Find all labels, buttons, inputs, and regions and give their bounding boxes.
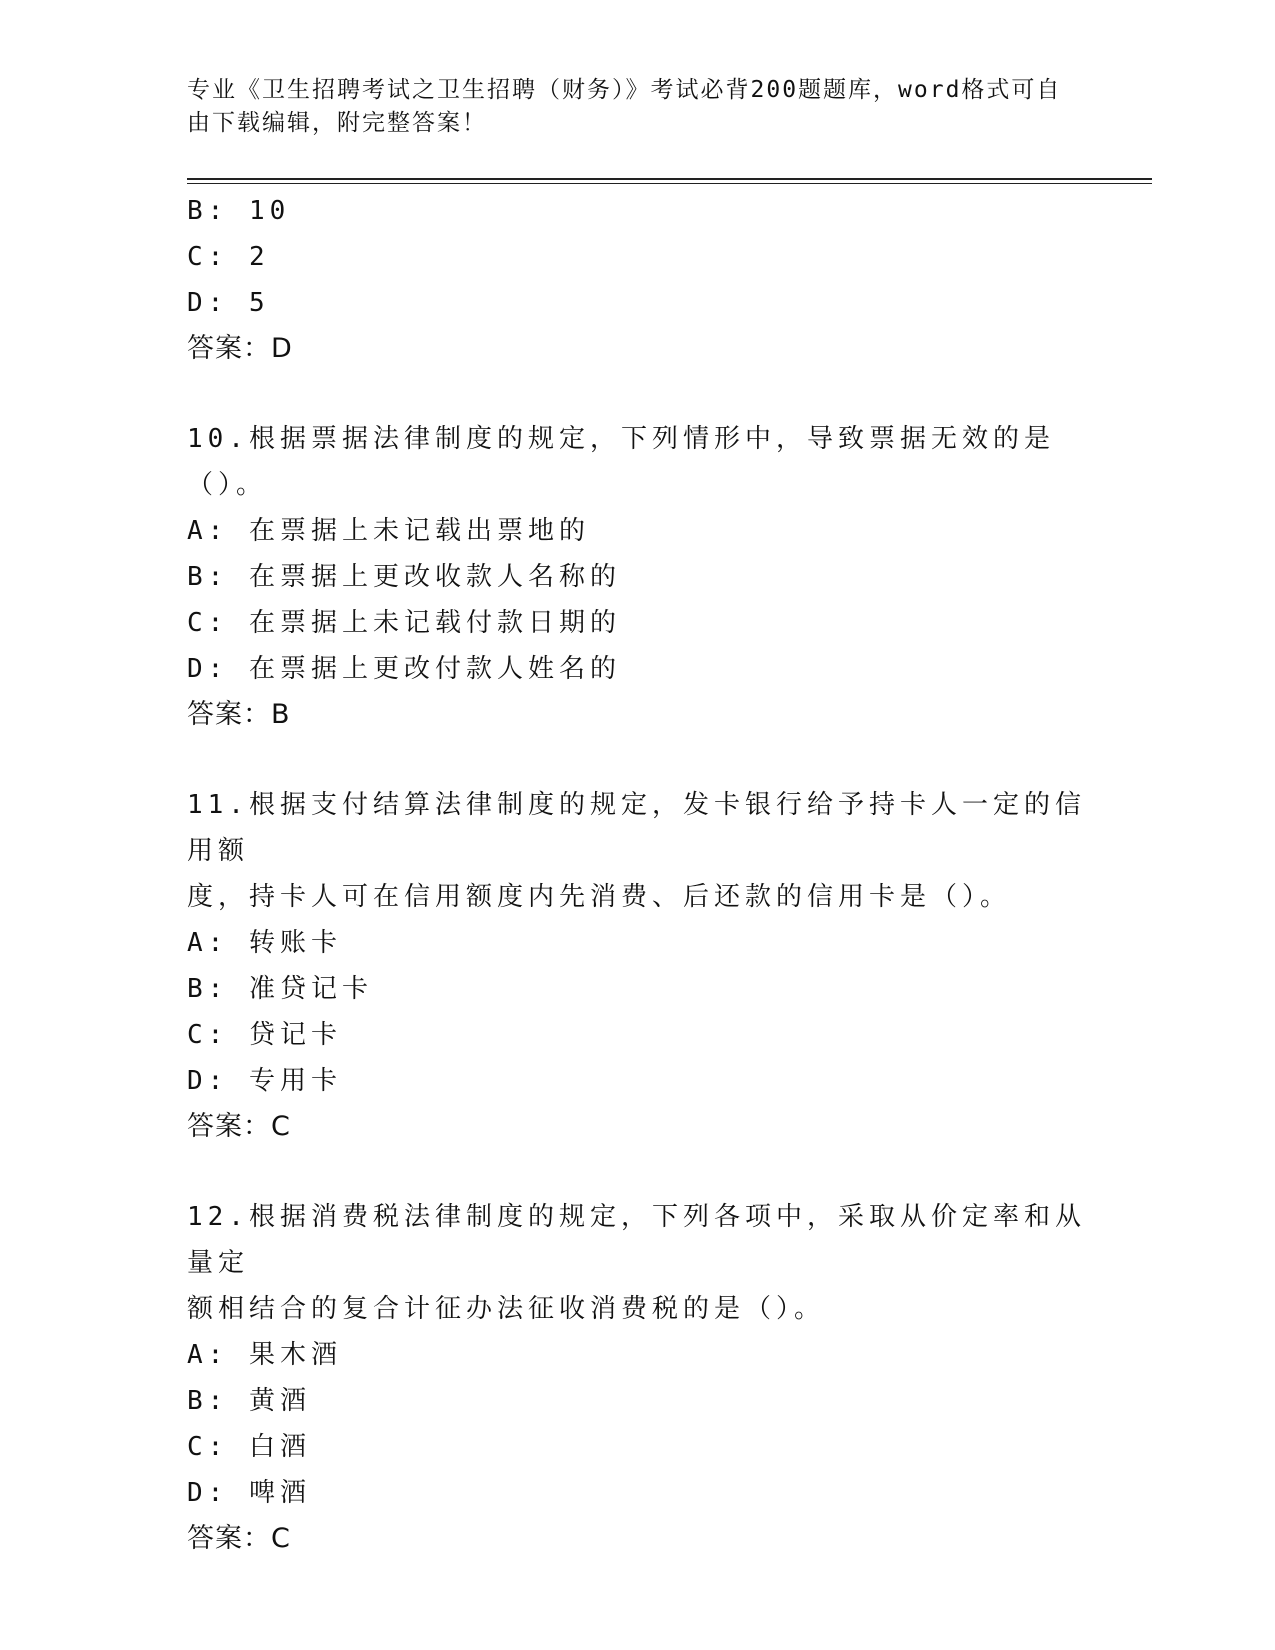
- option-c: C: 白酒: [187, 1432, 311, 1462]
- question-9-tail: [187, 188, 1087, 372]
- answer: 答案：B: [187, 699, 291, 730]
- option-c: C: 贷记卡: [187, 1020, 342, 1050]
- option-d: D: 在票据上更改付款人姓名的: [187, 654, 621, 684]
- spacer: [187, 1150, 1087, 1194]
- option-d: D: 啤酒: [187, 1478, 311, 1508]
- question-10: [187, 416, 1087, 738]
- option-a: A: 在票据上未记载出票地的: [187, 516, 590, 546]
- option-d: D: 5: [187, 288, 270, 318]
- option-b: B: 10: [187, 196, 291, 226]
- option-c: C: 在票据上未记载付款日期的: [187, 608, 621, 638]
- answer: 答案：D: [187, 333, 293, 364]
- header-divider-thick: [187, 178, 1152, 180]
- spacer: [187, 372, 1087, 416]
- question-stem: 10.根据票据法律制度的规定，下列情形中，导致票据无效的是（）。: [187, 424, 1055, 500]
- question-12: [187, 1194, 1087, 1562]
- question-stem-line-2: 额相结合的复合计征办法征收消费税的是（）。: [187, 1294, 826, 1324]
- option-d: D: 专用卡: [187, 1066, 342, 1096]
- header-divider-thin: [187, 183, 1152, 184]
- option-b: B: 准贷记卡: [187, 974, 373, 1004]
- question-stem-line-1: 11.根据支付结算法律制度的规定，发卡银行给予持卡人一定的信用额: [187, 790, 1086, 866]
- document-header: 专业《卫生招聘考试之卫生招聘（财务）》考试必背200题题库，word格式可自由下载编辑，附完整答案！: [187, 77, 1062, 136]
- option-b: B: 在票据上更改收款人名称的: [187, 562, 621, 592]
- question-list: [187, 188, 1087, 1562]
- option-a: A: 果木酒: [187, 1340, 342, 1370]
- question-stem-line-2: 度，持卡人可在信用额度内先消费、后还款的信用卡是（）。: [187, 882, 1012, 912]
- question-11: [187, 782, 1087, 1150]
- question-stem-line-1: 12.根据消费税法律制度的规定，下列各项中，采取从价定率和从量定: [187, 1202, 1086, 1278]
- answer: 答案：C: [187, 1111, 291, 1142]
- spacer: [187, 738, 1087, 782]
- option-b: B: 黄酒: [187, 1386, 311, 1416]
- option-c: C: 2: [187, 242, 270, 272]
- answer: 答案：C: [187, 1523, 291, 1554]
- option-a: A: 转账卡: [187, 928, 342, 958]
